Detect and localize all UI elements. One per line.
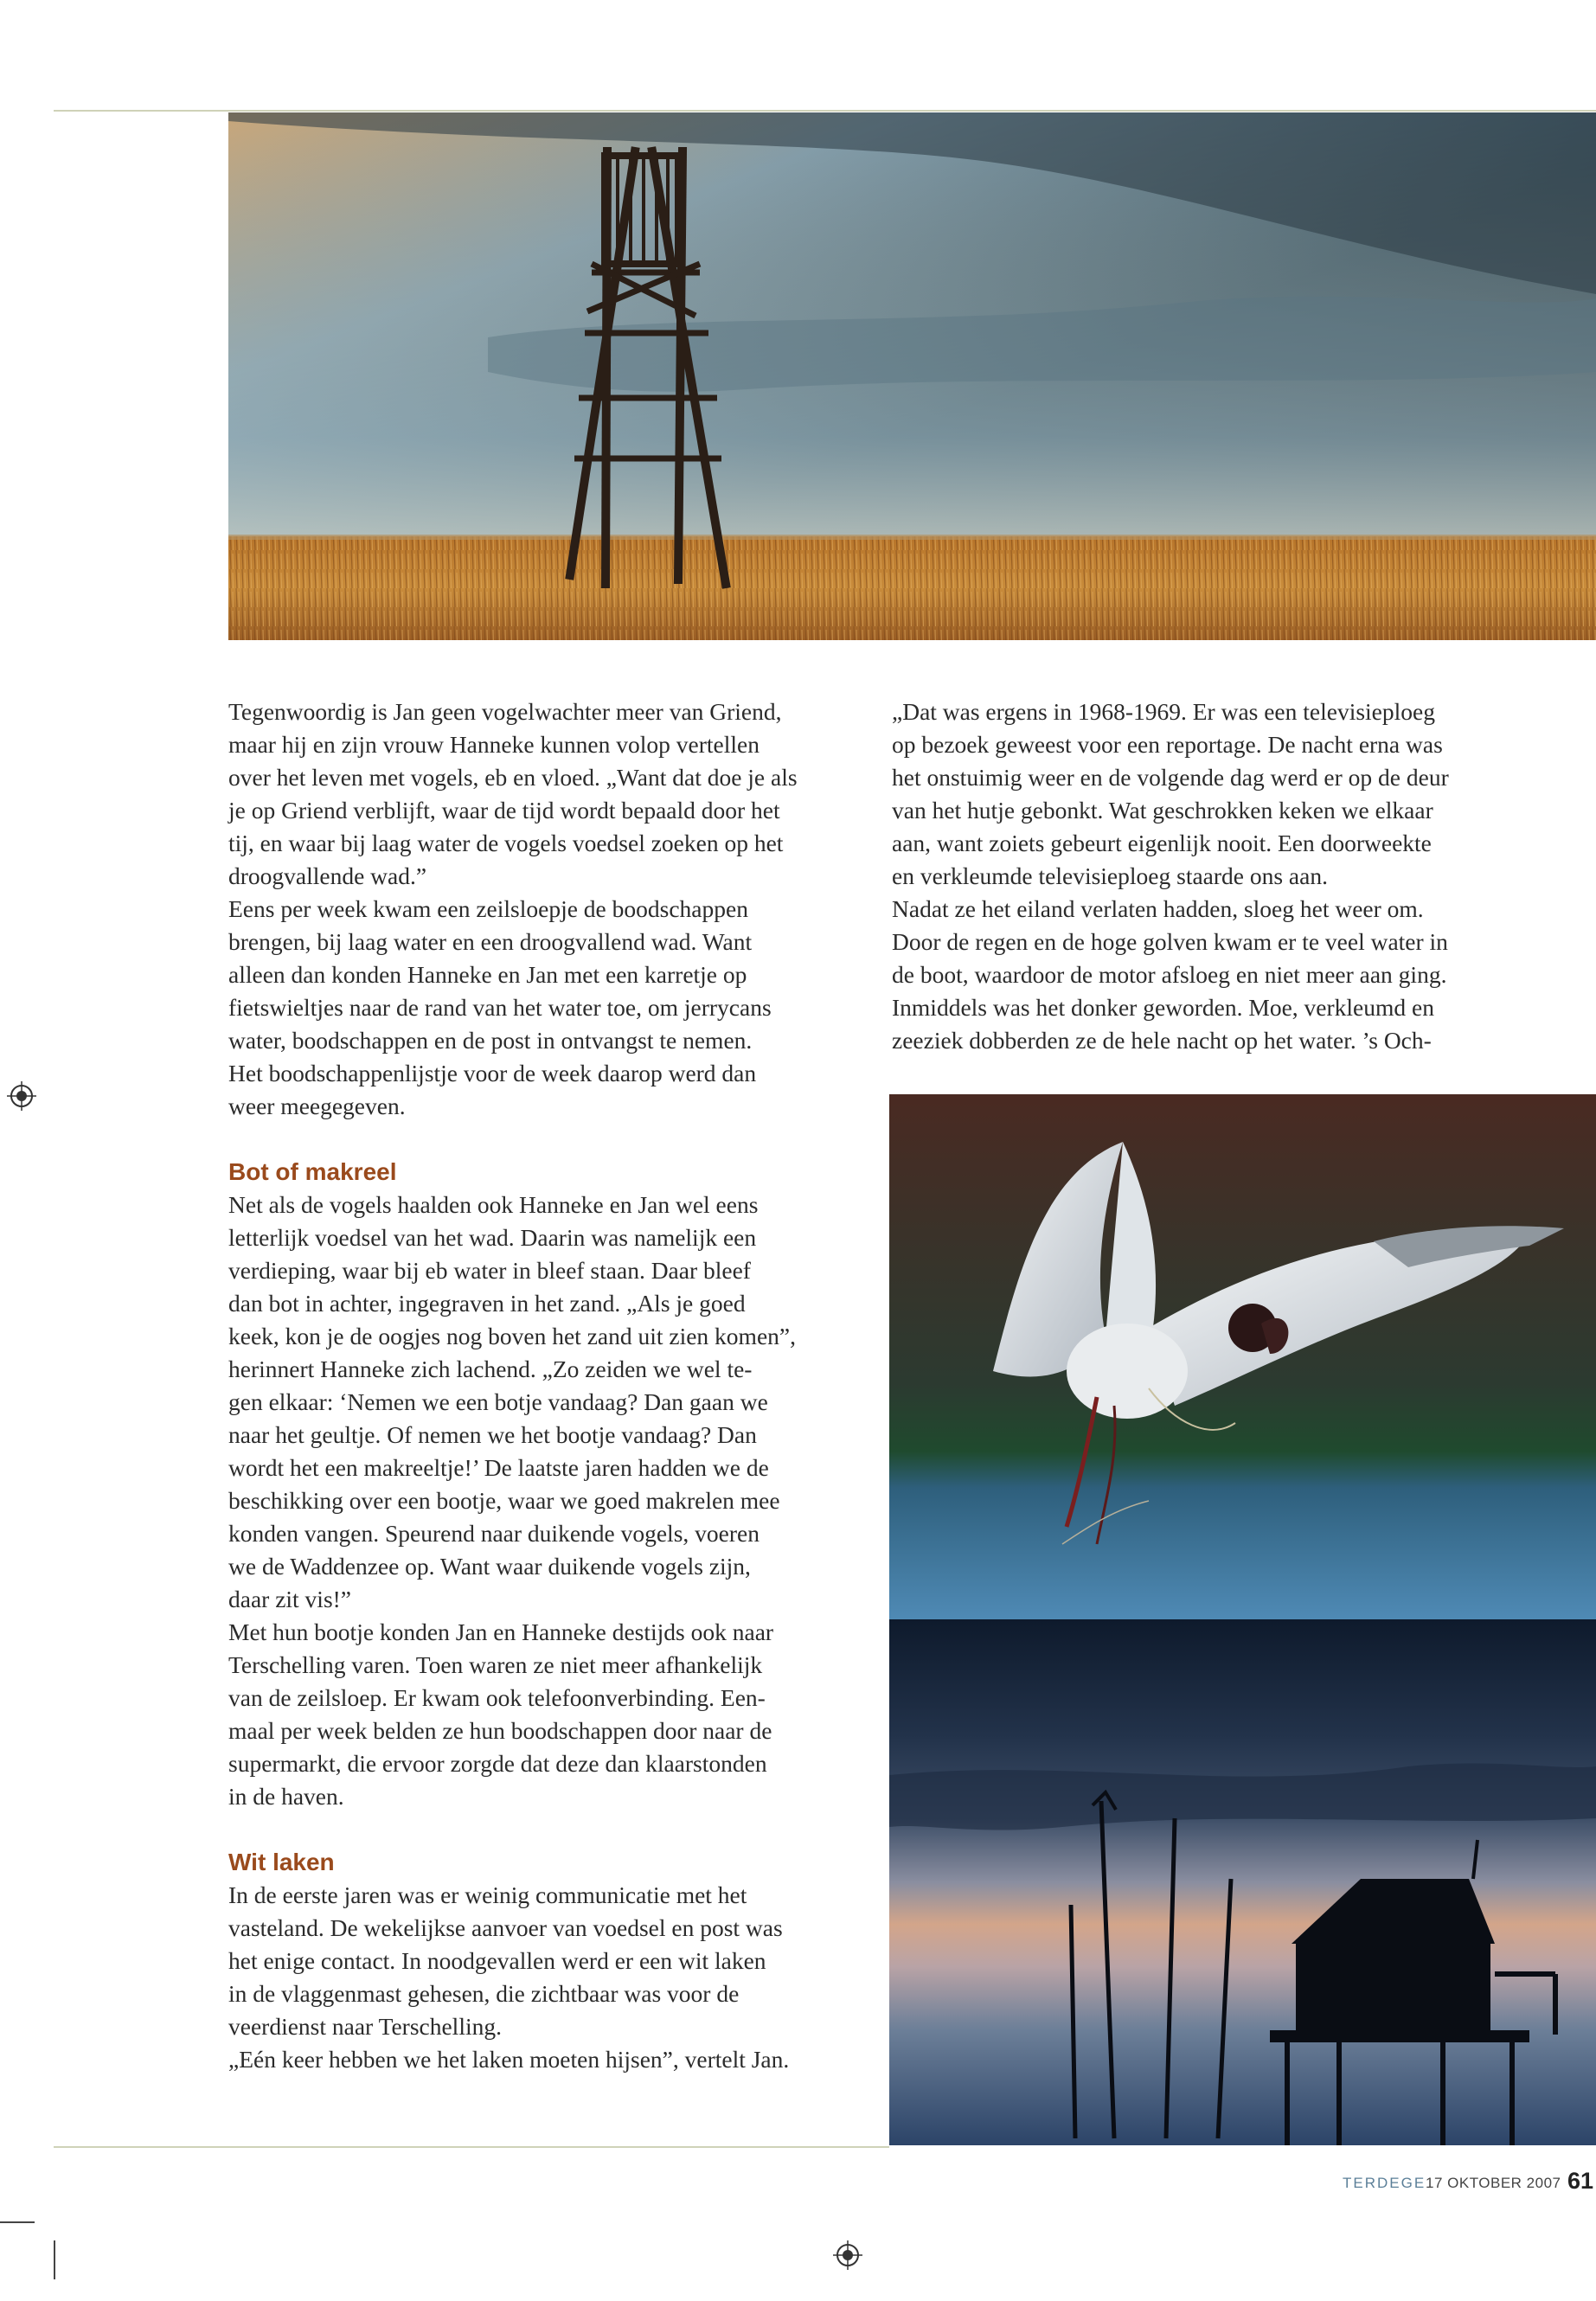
text-line: alleen dan konden Hanneke en Jan met een karretje op <box>228 961 747 988</box>
subheading-wit-laken: Wit laken <box>228 1849 335 1875</box>
text-line: In de eerste jaren was er weinig communicatie met het <box>228 1881 747 1908</box>
text-line: over het leven met vogels, eb en vloed. „Want dat doe je als <box>228 764 798 791</box>
text-line: Met hun bootje konden Jan en Hanneke destijds ook naar <box>228 1618 774 1645</box>
text-line: je op Griend verblijft, waar de tijd wordt bepaald door het <box>228 797 780 824</box>
text-line: „Dat was ergens in 1968-1969. Er was een televisieploeg <box>892 698 1435 725</box>
crop-mark <box>54 2240 55 2279</box>
text-line: gen elkaar: ‘Nemen we een botje vandaag? Dan gaan we <box>228 1388 768 1415</box>
text-line: dan bot in achter, ingegraven in het zand. „Als je goed <box>228 1290 746 1317</box>
text-line: vasteland. De wekelijkse aanvoer van voedsel en post was <box>228 1914 783 1941</box>
photo-observation-tower <box>228 112 1596 640</box>
text-line: Nadat ze het eiland verlaten hadden, sloeg het weer om. <box>892 895 1424 922</box>
text-line: Net als de vogels haalden ook Hanneke en Jan wel eens <box>228 1191 759 1218</box>
page-number: 61 <box>1567 2168 1594 2194</box>
text-line: letterlijk voedsel van het wad. Daarin was namelijk een <box>228 1224 757 1251</box>
magazine-name: TERDEGE <box>1343 2175 1426 2191</box>
photo-hut-silhouette <box>889 1619 1596 2145</box>
text-line: in de haven. <box>228 1783 344 1810</box>
crop-mark <box>0 2221 35 2223</box>
photo-gull <box>889 1094 1596 1619</box>
registration-mark-icon <box>7 1081 36 1111</box>
text-line: supermarkt, die ervoor zorgde dat deze dan klaarstonden <box>228 1750 767 1777</box>
text-line: tij, en waar bij laag water de vogels voedsel zoeken op het <box>228 830 784 856</box>
text-line: de boot, waardoor de motor afsloeg en niet meer aan ging. <box>892 961 1447 988</box>
top-rule <box>54 110 1596 112</box>
article-column-right <box>892 695 1515 1057</box>
text-line: het enige contact. In noodgevallen werd er een wit laken <box>228 1947 766 1974</box>
text-line: maar hij en zijn vrouw Hanneke kunnen volop vertellen <box>228 731 760 758</box>
text-line: Inmiddels was het donker geworden. Moe, verkleumd en <box>892 994 1434 1021</box>
text-line: weer meegegeven. <box>228 1093 406 1119</box>
text-line: het onstuimig weer en de volgende dag werd er op de deur <box>892 764 1449 791</box>
article-column-left <box>228 695 851 2076</box>
text-line: van de zeilsloep. Er kwam ook telefoonverbinding. Een- <box>228 1684 766 1711</box>
text-line: en verkleumde televisieploeg staarde ons aan. <box>892 862 1328 889</box>
text-line: brengen, bij laag water en een droogvallend wad. Want <box>228 928 753 955</box>
text-line: droogvallende wad.” <box>228 862 427 889</box>
text-line: aan, want zoiets gebeurt eigenlijk nooit. Een doorweekte <box>892 830 1432 856</box>
text-line: in de vlaggenmast gehesen, die zichtbaar was voor de <box>228 1980 740 2007</box>
text-line: we de Waddenzee op. Want waar duikende vogels zijn, <box>228 1553 751 1580</box>
text-line: Door de regen en de hoge golven kwam er te veel water in <box>892 928 1448 955</box>
text-line: fietswieltjes naar de rand van het water toe, om jerrycans <box>228 994 772 1021</box>
subheading-bot-of-makreel: Bot of makreel <box>228 1158 397 1185</box>
text-line: water, boodschappen en de post in ontvangst te nemen. <box>228 1027 753 1054</box>
text-line: van het hutje gebonkt. Wat geschrokken keken we elkaar <box>892 797 1433 824</box>
text-line: herinnert Hanneke zich lachend. „Zo zeiden we wel te- <box>228 1356 753 1382</box>
text-line: verdieping, waar bij eb water in bleef staan. Daar bleef <box>228 1257 751 1284</box>
text-line: naar het geultje. Of nemen we het bootje vandaag? Dan <box>228 1421 757 1448</box>
text-line: op bezoek geweest voor een reportage. De nacht erna was <box>892 731 1443 758</box>
text-line: keek, kon je de oogjes nog boven het zand uit zien komen”, <box>228 1323 796 1349</box>
text-line: Terschelling varen. Toen waren ze niet meer afhankelijk <box>228 1651 763 1678</box>
registration-mark-icon <box>833 2240 862 2270</box>
page-footer <box>1332 2166 1592 2201</box>
text-line: „Eén keer hebben we het laken moeten hijsen”, vertelt Jan. <box>228 2046 790 2073</box>
text-line: maal per week belden ze hun boodschappen door naar de <box>228 1717 772 1744</box>
text-line: daar zit vis!” <box>228 1586 352 1612</box>
text-line: Eens per week kwam een zeilsloepje de boodschappen <box>228 895 748 922</box>
text-line: veerdienst naar Terschelling. <box>228 2013 502 2040</box>
text-line: Tegenwoordig is Jan geen vogelwachter meer van Griend, <box>228 698 782 725</box>
bottom-rule <box>54 2146 889 2148</box>
text-line: wordt het een makreeltje!’ De laatste jaren hadden we de <box>228 1454 769 1481</box>
text-line: Het boodschappenlijstje voor de week daarop werd dan <box>228 1060 757 1086</box>
text-line: zeeziek dobberden ze de hele nacht op het water. ’s Och- <box>892 1027 1432 1054</box>
issue-date: 17 OKTOBER 2007 <box>1426 2175 1561 2191</box>
text-line: beschikking over een bootje, waar we goed makrelen mee <box>228 1487 780 1514</box>
text-line: konden vangen. Speurend naar duikende vogels, voeren <box>228 1520 760 1547</box>
